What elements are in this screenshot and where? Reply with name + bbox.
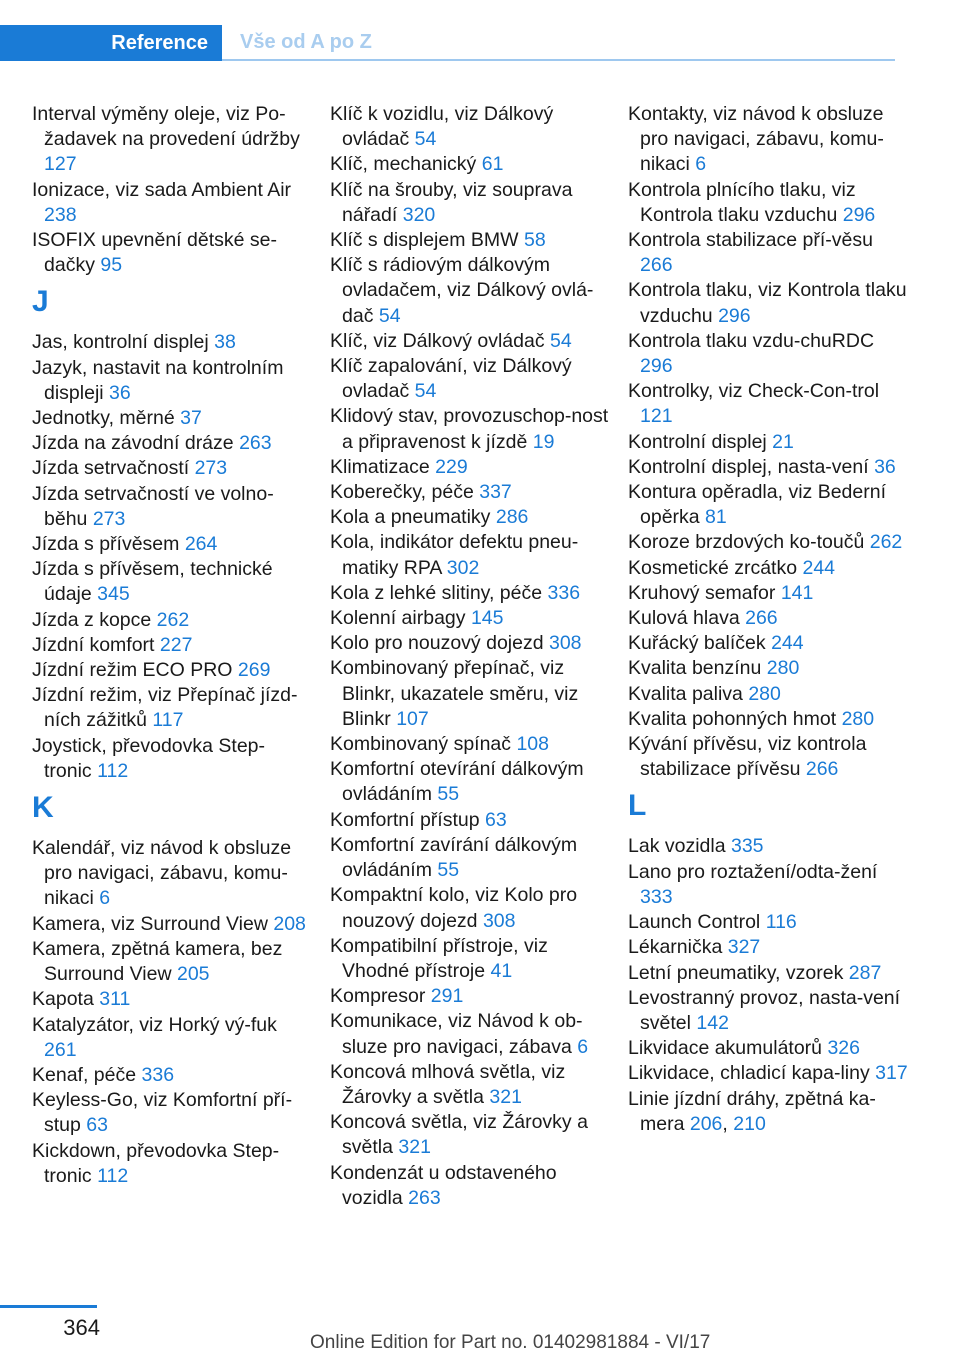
page-link[interactable]: 95 [100,254,123,277]
index-entry [330,404,610,454]
index-entry [628,581,908,606]
index-entry-text: Kontrola tlaku vzdu-chuRDC [628,329,875,352]
page-link[interactable]: 210 [733,1112,766,1135]
index-entry [628,1061,908,1086]
page-link[interactable]: 63 [86,1114,108,1137]
section-letter: J [32,285,49,319]
index-entry-text: Kosmetické zrcátko [628,556,798,579]
index-entry [330,1060,610,1110]
index-entry [32,532,312,557]
page-link[interactable]: 81 [705,506,727,529]
index-entry-text: Linie jízdní dráhy, zpětná ka-mera [628,1087,876,1135]
page-link[interactable]: 311 [99,988,131,1011]
page-link[interactable]: 320 [402,203,436,226]
index-entry [32,178,312,228]
index-entry [628,228,908,278]
index-entry [628,682,908,707]
page-link[interactable]: 336 [547,581,581,604]
page-link[interactable]: 112 [97,759,129,782]
page-link[interactable]: 117 [152,709,184,732]
index-entry-text: Koncová mlhová světla, viz Žárovky a světla [330,1060,566,1108]
index-entry [330,505,610,530]
index-entry-text: Kuřácký balíček [628,632,766,655]
index-entry [628,986,908,1036]
index-entry [330,1009,610,1059]
index-entry [330,883,610,933]
index-entry-text: Koberečky, péče [330,481,474,504]
index-entry [32,633,312,658]
page-link[interactable]: 145 [470,607,504,630]
page-link[interactable]: 205 [176,963,210,986]
page-link[interactable]: 264 [184,533,218,556]
page-link[interactable]: 345 [97,583,130,606]
index-entry [32,557,312,607]
index-entry [628,631,908,656]
page-link[interactable]: 296 [640,355,673,378]
index-entry-text: Jízda s přívěsem, technické údaje [32,558,273,606]
page-link[interactable]: 6 [695,153,707,176]
page-link[interactable]: 273 [194,457,228,480]
index-entry [628,961,908,986]
page-link[interactable]: 58 [523,229,546,252]
index-entry-text: Kontrolky, viz Check-Con-trol [628,380,880,403]
index-entry-text: Jednotky, měrné [32,407,175,430]
page-link[interactable]: 333 [640,885,673,908]
header-tabs [0,25,895,61]
index-entry [330,833,610,883]
index-entry-text: Likvidace akumulátorů [628,1037,823,1060]
page-link[interactable]: 37 [180,407,202,430]
index-entry [330,656,610,732]
page-link[interactable]: 238 [44,203,77,226]
index-column-3 [628,102,908,1137]
index-entry-text: Kenaf, péče [32,1063,137,1086]
page-link[interactable]: 287 [848,961,882,984]
page-link[interactable]: 38 [214,331,236,354]
page-link[interactable]: 263 [408,1186,441,1209]
index-entry [330,732,610,757]
index-entry-text: Kontrola stabilizace pří-věsu [628,229,873,252]
page-link[interactable]: 308 [548,632,582,655]
page-link[interactable]: 317 [875,1062,908,1085]
page-link[interactable]: 54 [414,380,437,403]
index-entry [628,834,908,859]
index-entry-text: Lékarnička [628,936,723,959]
index-entry-text: Jízda na závodní dráze [32,432,234,455]
page-link[interactable]: 54 [414,128,437,151]
page-link[interactable]: 55 [437,859,460,882]
index-entry [628,1036,908,1061]
index-entry [628,455,908,480]
page-link[interactable]: 61 [481,153,504,176]
index-entry-text: Letní pneumatiky, vzorek [628,961,844,984]
index-entry [32,912,312,937]
page-link[interactable]: 336 [141,1063,175,1086]
index-entry-text: Kombinovaný přepínač, viz Blinkr, ukazatele směru, viz Blinkr [330,657,579,730]
index-entry [32,1013,312,1063]
index-entry [330,152,610,177]
index-entry-text: Kolenní airbagy [330,607,466,630]
index-entry-text: Komfortní zavírání dálkovým ovládáním [330,833,578,882]
page-link[interactable]: 41 [490,959,513,982]
page-link[interactable]: 116 [765,911,797,934]
page-link[interactable]: 112 [97,1164,129,1187]
index-entry-text: Ionizace, viz sada Ambient Air [32,178,292,201]
index-entry [330,178,610,228]
index-entry [32,734,312,784]
index-entry [32,330,312,355]
index-entry [330,757,610,807]
index-entry-text: Kickdown, převodovka Step-tronic [32,1139,280,1187]
page-link[interactable]: 302 [446,556,480,579]
page-link[interactable]: 107 [396,707,429,730]
page-link[interactable]: 337 [479,481,512,504]
index-entry [628,656,908,681]
index-entry [330,581,610,606]
index-entry [628,707,908,732]
footer-edition: Online Edition for Part no. 01402981884 - VI/17 [310,1332,711,1353]
index-entry-text: Joystick, převodovka Step-tronic [32,734,266,782]
index-entry [628,860,908,910]
index-entry [32,937,312,987]
index-entry [330,102,610,152]
page-link[interactable]: 273 [92,507,126,530]
page-link[interactable]: 206 [689,1112,723,1135]
index-entry: Linie jízdní dráhy, zpětná ka-mera 206, 210 [628,1087,876,1135]
index-entry-text: Kombinovaný spínač [330,733,512,756]
tab-all-a-to-z[interactable]: Vše od A po Z [222,25,895,61]
index-entry [628,910,908,935]
index-entry-text: Jízdní režim, viz Přepínač jízd-ních zážitků [32,684,298,732]
index-entry [330,808,610,833]
section-letter: K [32,791,54,825]
page-link[interactable]: 266 [805,758,839,781]
page-link[interactable]: 269 [237,659,271,682]
index-entry [330,984,610,1009]
index-entry-text: ISOFIX upevnění dětské se-dačky [32,229,277,277]
page-link[interactable]: 261 [44,1038,77,1061]
index-entry-text: Klíč na šrouby, viz souprava nářadí [330,178,573,226]
page-link[interactable]: 280 [766,657,800,680]
index-entry [32,102,312,178]
index-entry [32,356,312,406]
page-link[interactable]: 108 [516,733,549,756]
index-entry [330,253,610,329]
index-entry-text: Komfortní přístup [330,808,480,831]
index-entry-text: Klíč, viz Dálkový ovládač [330,329,545,352]
page-link[interactable]: 6 [99,887,111,910]
index-entry-text: Klimatizace [330,455,430,478]
index-entry-text: Jas, kontrolní displej [32,331,209,354]
page-link[interactable]: 142 [696,1011,729,1034]
page-link[interactable]: 291 [430,985,464,1008]
index-entry [330,228,610,253]
page-link[interactable]: 36 [109,381,131,404]
index-entry-text: Lano pro roztažení/odta-žení [628,860,878,883]
index-entry [32,683,312,733]
index-entry-text: Kamera, viz Surround View [32,912,268,935]
index-entry [32,608,312,633]
index-entry-text: Kontrolní displej [628,430,767,453]
page-link[interactable]: 141 [780,581,814,604]
index-entry [628,935,908,960]
index-entry-text: Kamera, zpětná kamera, bez Surround View [32,937,283,986]
page-link[interactable]: 296 [842,203,876,226]
page-link[interactable]: 280 [841,707,875,730]
index-entry [32,431,312,456]
page-link[interactable]: 321 [398,1136,431,1159]
index-entry [330,329,610,354]
index-entry-text: Kompatibilní přístroje, viz Vhodné přístroje [330,934,548,982]
index-entry-text: Kontura opěradla, viz Bederní opěrka [628,481,886,529]
index-entry-text: Kondenzát u odstaveného vozidla [330,1161,557,1209]
index-entry [628,732,908,782]
index-entry [330,354,610,404]
index-entry-text: Jízda setrvačností ve volno-běhu [32,482,274,530]
index-entry-text: Klíč, mechanický [330,153,477,176]
index-entry-text: Jízda z kopce [32,608,152,631]
page-link[interactable]: 6 [577,1035,589,1058]
index-entry [330,1110,610,1160]
index-entry [628,379,908,429]
index-entry [628,329,908,379]
index-entry-text: Kontrola tlaku, viz Kontrola tlaku vzduchu [628,279,907,327]
index-entry [330,480,610,505]
page-link[interactable]: 121 [640,405,673,428]
page-link[interactable]: 21 [772,430,794,453]
page-link[interactable]: 308 [482,909,516,932]
index-entry-text: Kapota [32,988,94,1011]
index-entry-text: Jízdní režim ECO PRO [32,659,233,682]
index-entry-text: Jízdní komfort [32,633,155,656]
page-number: 364 [63,1315,100,1340]
index-entry-text: Kvalita benzínu [628,657,762,680]
index-entry [32,987,312,1012]
page-link[interactable]: 55 [437,783,460,806]
index-entry-text: Kontakty, viz návod k obsluze pro navigaci, zábavu, komu-nikaci [628,103,884,176]
index-entry [32,406,312,431]
index-entry-text: Kompaktní kolo, viz Kolo pro nouzový dojezd [330,884,578,932]
index-entry [628,278,908,328]
page-link[interactable]: 244 [802,556,836,579]
index-entry [628,556,908,581]
index-entry-text: Kulová hlava [628,607,740,630]
index-entry-text: Kruhový semafor [628,581,776,604]
index-entry-text: Klíč k vozidlu, viz Dálkový ovládač [330,103,554,151]
index-entry [628,480,908,530]
index-entry [32,1139,312,1189]
index-entry [628,178,908,228]
index-entry [32,658,312,683]
index-entry-text: Klíč s rádiovým dálkovým ovladačem, viz Dálkový ovlá-dač [330,254,594,327]
index-entry-text: Klíč s displejem BMW [330,229,519,252]
page-link[interactable]: 266 [745,607,778,630]
index-entry [330,934,610,984]
index-entry [330,1161,610,1211]
index-entry [32,1088,312,1138]
page-link[interactable]: 280 [748,682,781,705]
index-entry-text: Kompresor [330,985,426,1008]
page-link[interactable]: 127 [44,153,77,176]
index-entry [32,456,312,481]
index-entry-text: Kontrola plnícího tlaku, viz Kontrola tlaku vzduchu [628,178,856,226]
index-entry [32,482,312,532]
page-link[interactable]: 54 [550,329,572,352]
index-entry-text: Interval výměny oleje, viz Po-žadavek na provedení údržby [32,103,300,151]
index-entry-text: Kalendář, viz návod k obsluze pro navigaci, zábavu, komu-nikaci [32,837,292,910]
index-entry [32,228,312,278]
index-entry [32,836,312,912]
index-entry-text: Likvidace, chladicí kapa-liny [628,1062,870,1085]
index-entry-text: Lak vozidla [628,835,726,858]
index-entry-text: Kolo pro nouzový dojezd [330,632,544,655]
page-link[interactable]: 321 [489,1085,522,1108]
tab-reference[interactable]: Reference [0,25,222,61]
index-entry-text: Komfortní otevírání dálkovým ovládáním [330,758,584,806]
index-column-2 [330,102,610,1211]
index-entry-text: Koroze brzdových ko-toučů [628,531,865,554]
page-link[interactable]: 326 [827,1037,860,1060]
page-link[interactable]: 327 [727,936,761,959]
page-link[interactable]: 335 [730,835,764,858]
page-link[interactable]: 296 [718,304,751,327]
index-entry-text: Kontrolní displej, nasta-vení [628,455,869,478]
index-entry-text: Jazyk, nastavit na kontrolním displeji [32,356,284,404]
index-entry-text: Kola, indikátor defektu pneu-matiky RPA [330,531,579,579]
index-entry-text: Koncová světla, viz Žárovky a světla [330,1111,588,1159]
page-link[interactable]: 262 [156,608,190,631]
index-entry-text: Klíč zapalování, viz Dálkový ovladač [330,355,572,403]
index-entry-text: Jízda setrvačností [32,457,190,480]
section-letter: L [628,789,647,823]
index-entry [628,530,908,555]
page-link[interactable]: 286 [495,506,529,529]
page-link[interactable]: 244 [771,632,804,655]
page-link[interactable]: 229 [435,455,468,478]
page-link[interactable]: 208 [273,912,306,935]
page-link[interactable]: 54 [378,304,401,327]
page-link[interactable]: 263 [239,432,272,455]
index-entry-text: Komunikace, viz Návod k ob-sluze pro navigaci, zábava [330,1010,583,1058]
index-entry [628,606,908,631]
page-link[interactable]: 63 [485,808,507,831]
index-entry-text: Levostranný provoz, nasta-vení světel [628,986,901,1034]
page-link[interactable]: 227 [159,633,193,656]
index-entry-text: Kola a pneumatiky [330,506,491,529]
index-entry [32,1063,312,1088]
index-entry-text: Keyless-Go, viz Komfortní pří-stup [32,1089,293,1137]
index-entry-text: Katalyzátor, viz Horký vý-fuk [32,1013,277,1036]
page-link[interactable]: 266 [640,254,673,277]
index-entry [330,455,610,480]
page-number-rule [0,1305,97,1308]
index-entry-text: Kvalita pohonných hmot [628,707,837,730]
index-entry-text: Kola z lehké slitiny, péče [330,581,543,604]
page-link[interactable]: 19 [532,430,555,453]
index-entry-text: Jízda s přívěsem [32,533,180,556]
index-entry-text: Kvalita paliva [628,682,743,705]
index-entry [330,631,610,656]
index-entry-text: Launch Control [628,911,761,934]
index-entry [330,606,610,631]
page-link[interactable]: 36 [874,455,896,478]
index-entry [628,102,908,178]
page-link[interactable]: 262 [869,531,903,554]
index-entry-text: Klidový stav, provozuschop-nost a připravenost k jízdě [330,405,609,453]
index-column-1 [32,102,312,1189]
index-entry [628,430,908,455]
index-entry [330,530,610,580]
index-entry-text: Kývání přívěsu, viz kontrola stabilizace přívěsu [628,733,867,781]
